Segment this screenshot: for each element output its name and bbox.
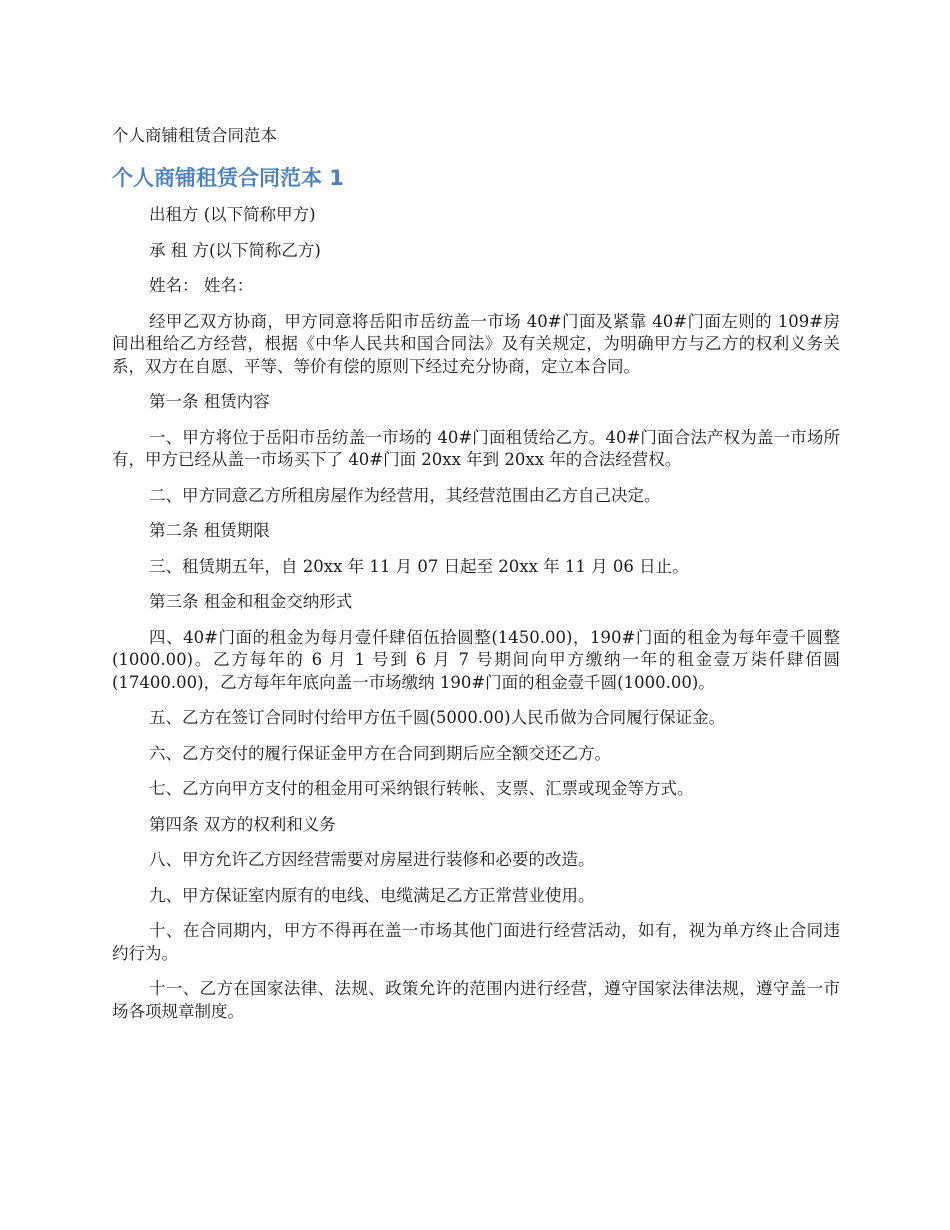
- paragraph-lessee: 承 租 方(以下简称乙方): [149, 240, 321, 260]
- article-1-title: 第一条 租赁内容: [149, 392, 270, 411]
- clause-7: 七、乙方向甲方支付的租金用可采纳银行转帐、支票、汇票或现金等方式。: [149, 779, 694, 798]
- document-label: 个人商铺租赁合同范本: [112, 126, 277, 145]
- clause-2: 二、甲方同意乙方所租房屋作为经营用，其经营范围由乙方自己决定。: [149, 485, 661, 505]
- document-heading: 个人商铺租赁合同范本 1: [112, 166, 344, 190]
- clause-6: 六、乙方交付的履行保证金甲方在合同到期后应全额交还乙方。: [149, 743, 611, 763]
- paragraph-names: 姓名： 姓名：: [149, 276, 254, 295]
- clause-9: 九、甲方保证室内原有的电线、电缆满足乙方正常营业使用。: [149, 885, 595, 905]
- paragraph-lessor: 出租方 (以下简称甲方): [149, 205, 316, 224]
- clause-5: 五、乙方在签订合同时付给甲方伍千圆(5000.00)人民币做为合同履行保证金。: [149, 708, 726, 727]
- clause-4: 四、40#门面的租金为每月壹仟肆佰伍拾圆整(1450.00)，190#门面的租金为每年壹千圆整(1000.00)。乙方每年的 6 月 1 号到 6 月 7 号期间向甲方缴纳一年的租金壹万柒仟肆佰圆(17400.00)，乙方每年年底向盖一市场缴纳 190#门面的租金壹千圆(1000.00)。: [112, 627, 840, 692]
- article-3-title: 第三条 租金和租金交纳形式: [149, 592, 353, 611]
- paragraph-preamble: 经甲乙双方协商，甲方同意将岳阳市岳纺盖一市场 40#门面及紧靠 40#门面左则的 109#房间出租给乙方经营，根据《中华人民共和国合同法》及有关规定，为明确甲方与乙方的权利义务关系，双方在自愿、平等、等价有偿的原则下经过充分协商，定立本合同。: [112, 311, 840, 376]
- clause-3: 三、租赁期五年，自 20xx 年 11 月 07 日起至 20xx 年 11 月 06 日止。: [149, 556, 689, 576]
- clause-11: 十一、乙方在国家法律、法规、政策允许的范围内进行经营，遵守国家法律法规，遵守盖一市场各项规章制度。: [112, 979, 840, 1021]
- document-page: [112, 124, 840, 1036]
- article-4-title: 第四条 双方的权利和义务: [149, 814, 336, 834]
- article-2-title: 第二条 租赁期限: [149, 521, 270, 540]
- clause-8: 八、甲方允许乙方因经营需要对房屋进行装修和必要的改造。: [149, 850, 595, 869]
- clause-10: 十、在合同期内，甲方不得再在盖一市场其他门面进行经营活动，如有，视为单方终止合同违约行为。: [112, 921, 840, 963]
- clause-1: 一、甲方将位于岳阳市岳纺盖一市场的 40#门面租赁给乙方。40#门面合法产权为盖一市场所有，甲方已经从盖一市场买下了 40#门面 20xx 年到 20xx 年的合法经营权。: [112, 427, 840, 469]
